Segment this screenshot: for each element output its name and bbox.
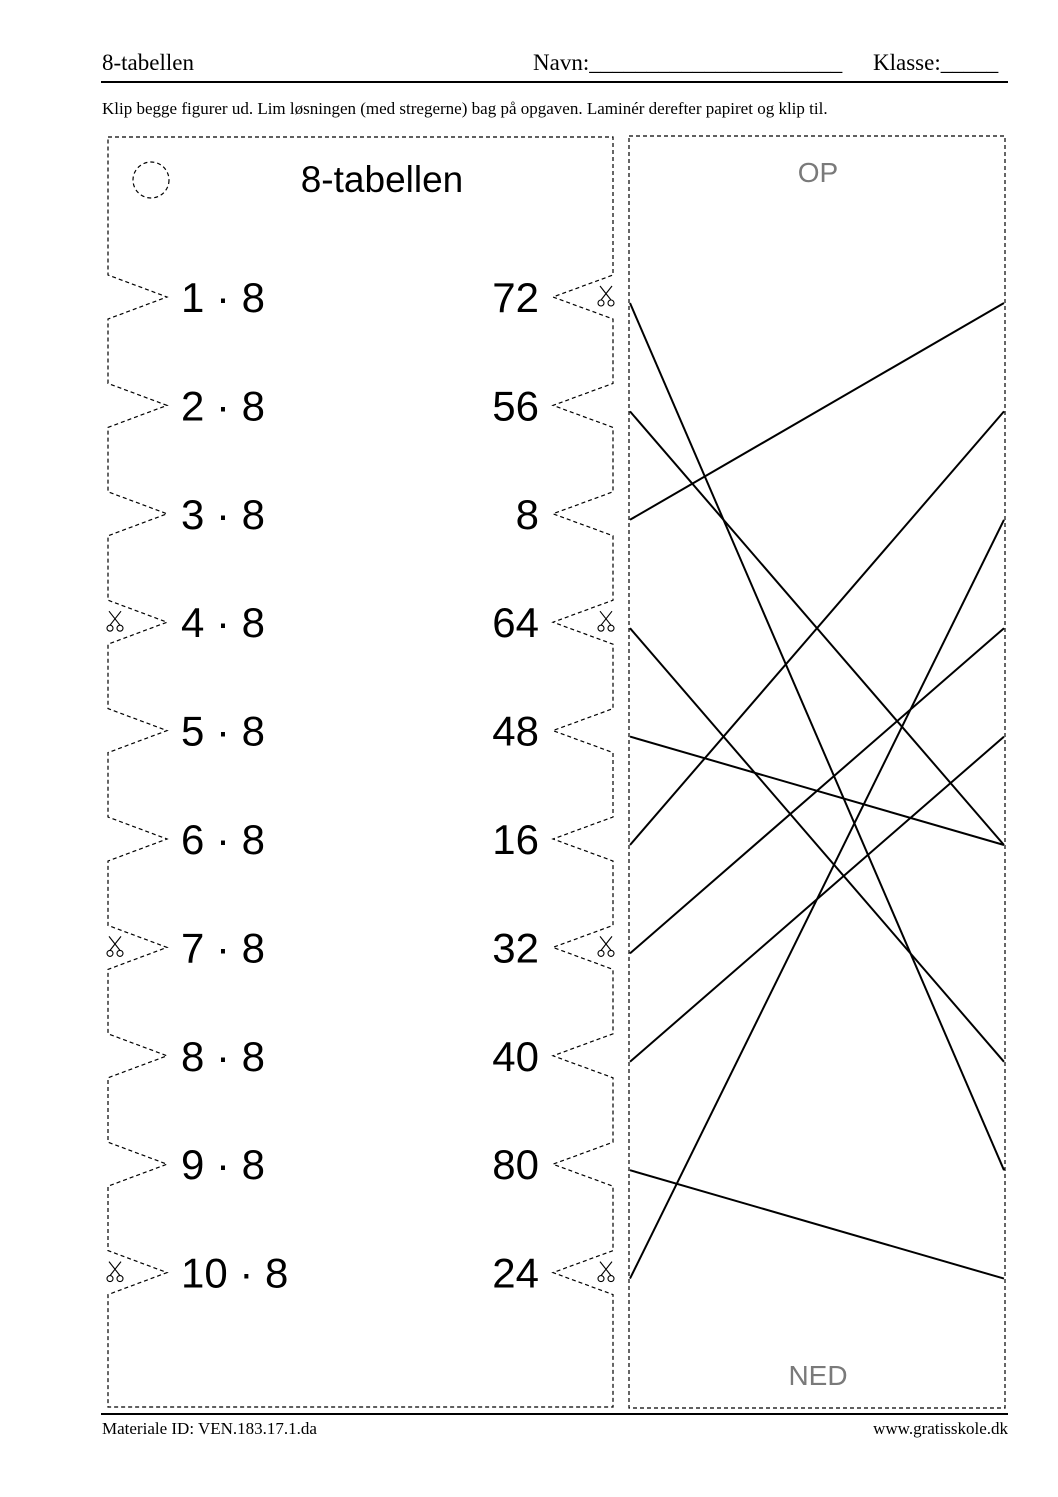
answer-item: 24: [492, 1249, 539, 1297]
problem-item: 6 · 8: [181, 816, 266, 863]
solution-lines: [630, 303, 1004, 1279]
answer-item: 32: [492, 924, 539, 972]
footer-divider: [101, 1413, 1008, 1415]
problem-item: 3 · 8: [181, 490, 266, 538]
problem-item: 9 · 8: [181, 1141, 266, 1189]
answer-item: 72: [492, 274, 539, 321]
solution-card: [629, 136, 1005, 1408]
card-title: 8-tabellen: [300, 159, 464, 200]
material-id: Materiale ID: VEN.183.17.1.da: [102, 1419, 317, 1438]
scissors-icon: [107, 611, 123, 631]
name-field-label: Navn:______________________: [533, 50, 843, 75]
problems-column: [181, 274, 288, 1297]
problem-item: 8 · 8: [181, 1032, 266, 1080]
problem-item: 1 · 8: [181, 274, 266, 321]
scissors-icon: [598, 286, 614, 306]
answer-item: 48: [492, 707, 539, 755]
problem-item: 10 · 8: [181, 1249, 289, 1297]
bottom-label: NED: [788, 1360, 848, 1391]
website-link[interactable]: www.gratisskole.dk: [873, 1419, 1008, 1438]
card-cut-outline: [108, 137, 613, 1407]
problem-item: 7 · 8: [181, 924, 266, 972]
answer-item: 64: [492, 599, 539, 647]
problem-item: 5 · 8: [181, 707, 266, 755]
solution-line: [630, 628, 1004, 1062]
header-title: 8-tabellen: [102, 50, 194, 75]
scissors-icon: [598, 1262, 614, 1282]
answer-item: 40: [492, 1032, 539, 1080]
problem-item: 4 · 8: [181, 599, 266, 647]
answer-item: 56: [492, 382, 539, 430]
top-label: OP: [797, 157, 839, 188]
scissors-icon: [598, 936, 614, 956]
class-field-label: Klasse:_____: [873, 50, 999, 75]
instructions-text: Klip begge figurer ud. Lim løsningen (med stregerne) bag på opgaven. Laminér derefter papiret og klip til.: [102, 99, 828, 118]
solution-line: [630, 303, 1004, 520]
solution-line: [630, 628, 1004, 953]
punch-hole-icon: [133, 162, 169, 198]
solution-line: [630, 520, 1004, 1279]
answer-item: 8: [515, 490, 539, 538]
scissors-icon: [107, 936, 123, 956]
solution-card-outline: [629, 136, 1005, 1408]
solution-line: [630, 303, 1004, 1170]
scissor-marks: [107, 286, 614, 1282]
answer-item: 16: [492, 816, 539, 863]
answer-item: 80: [492, 1141, 539, 1189]
exercise-card: [107, 137, 614, 1407]
scissors-icon: [107, 1262, 123, 1282]
problem-item: 2 · 8: [181, 382, 266, 430]
solution-line: [630, 1170, 1004, 1278]
scissors-icon: [598, 611, 614, 631]
answers-column: [492, 274, 539, 1297]
